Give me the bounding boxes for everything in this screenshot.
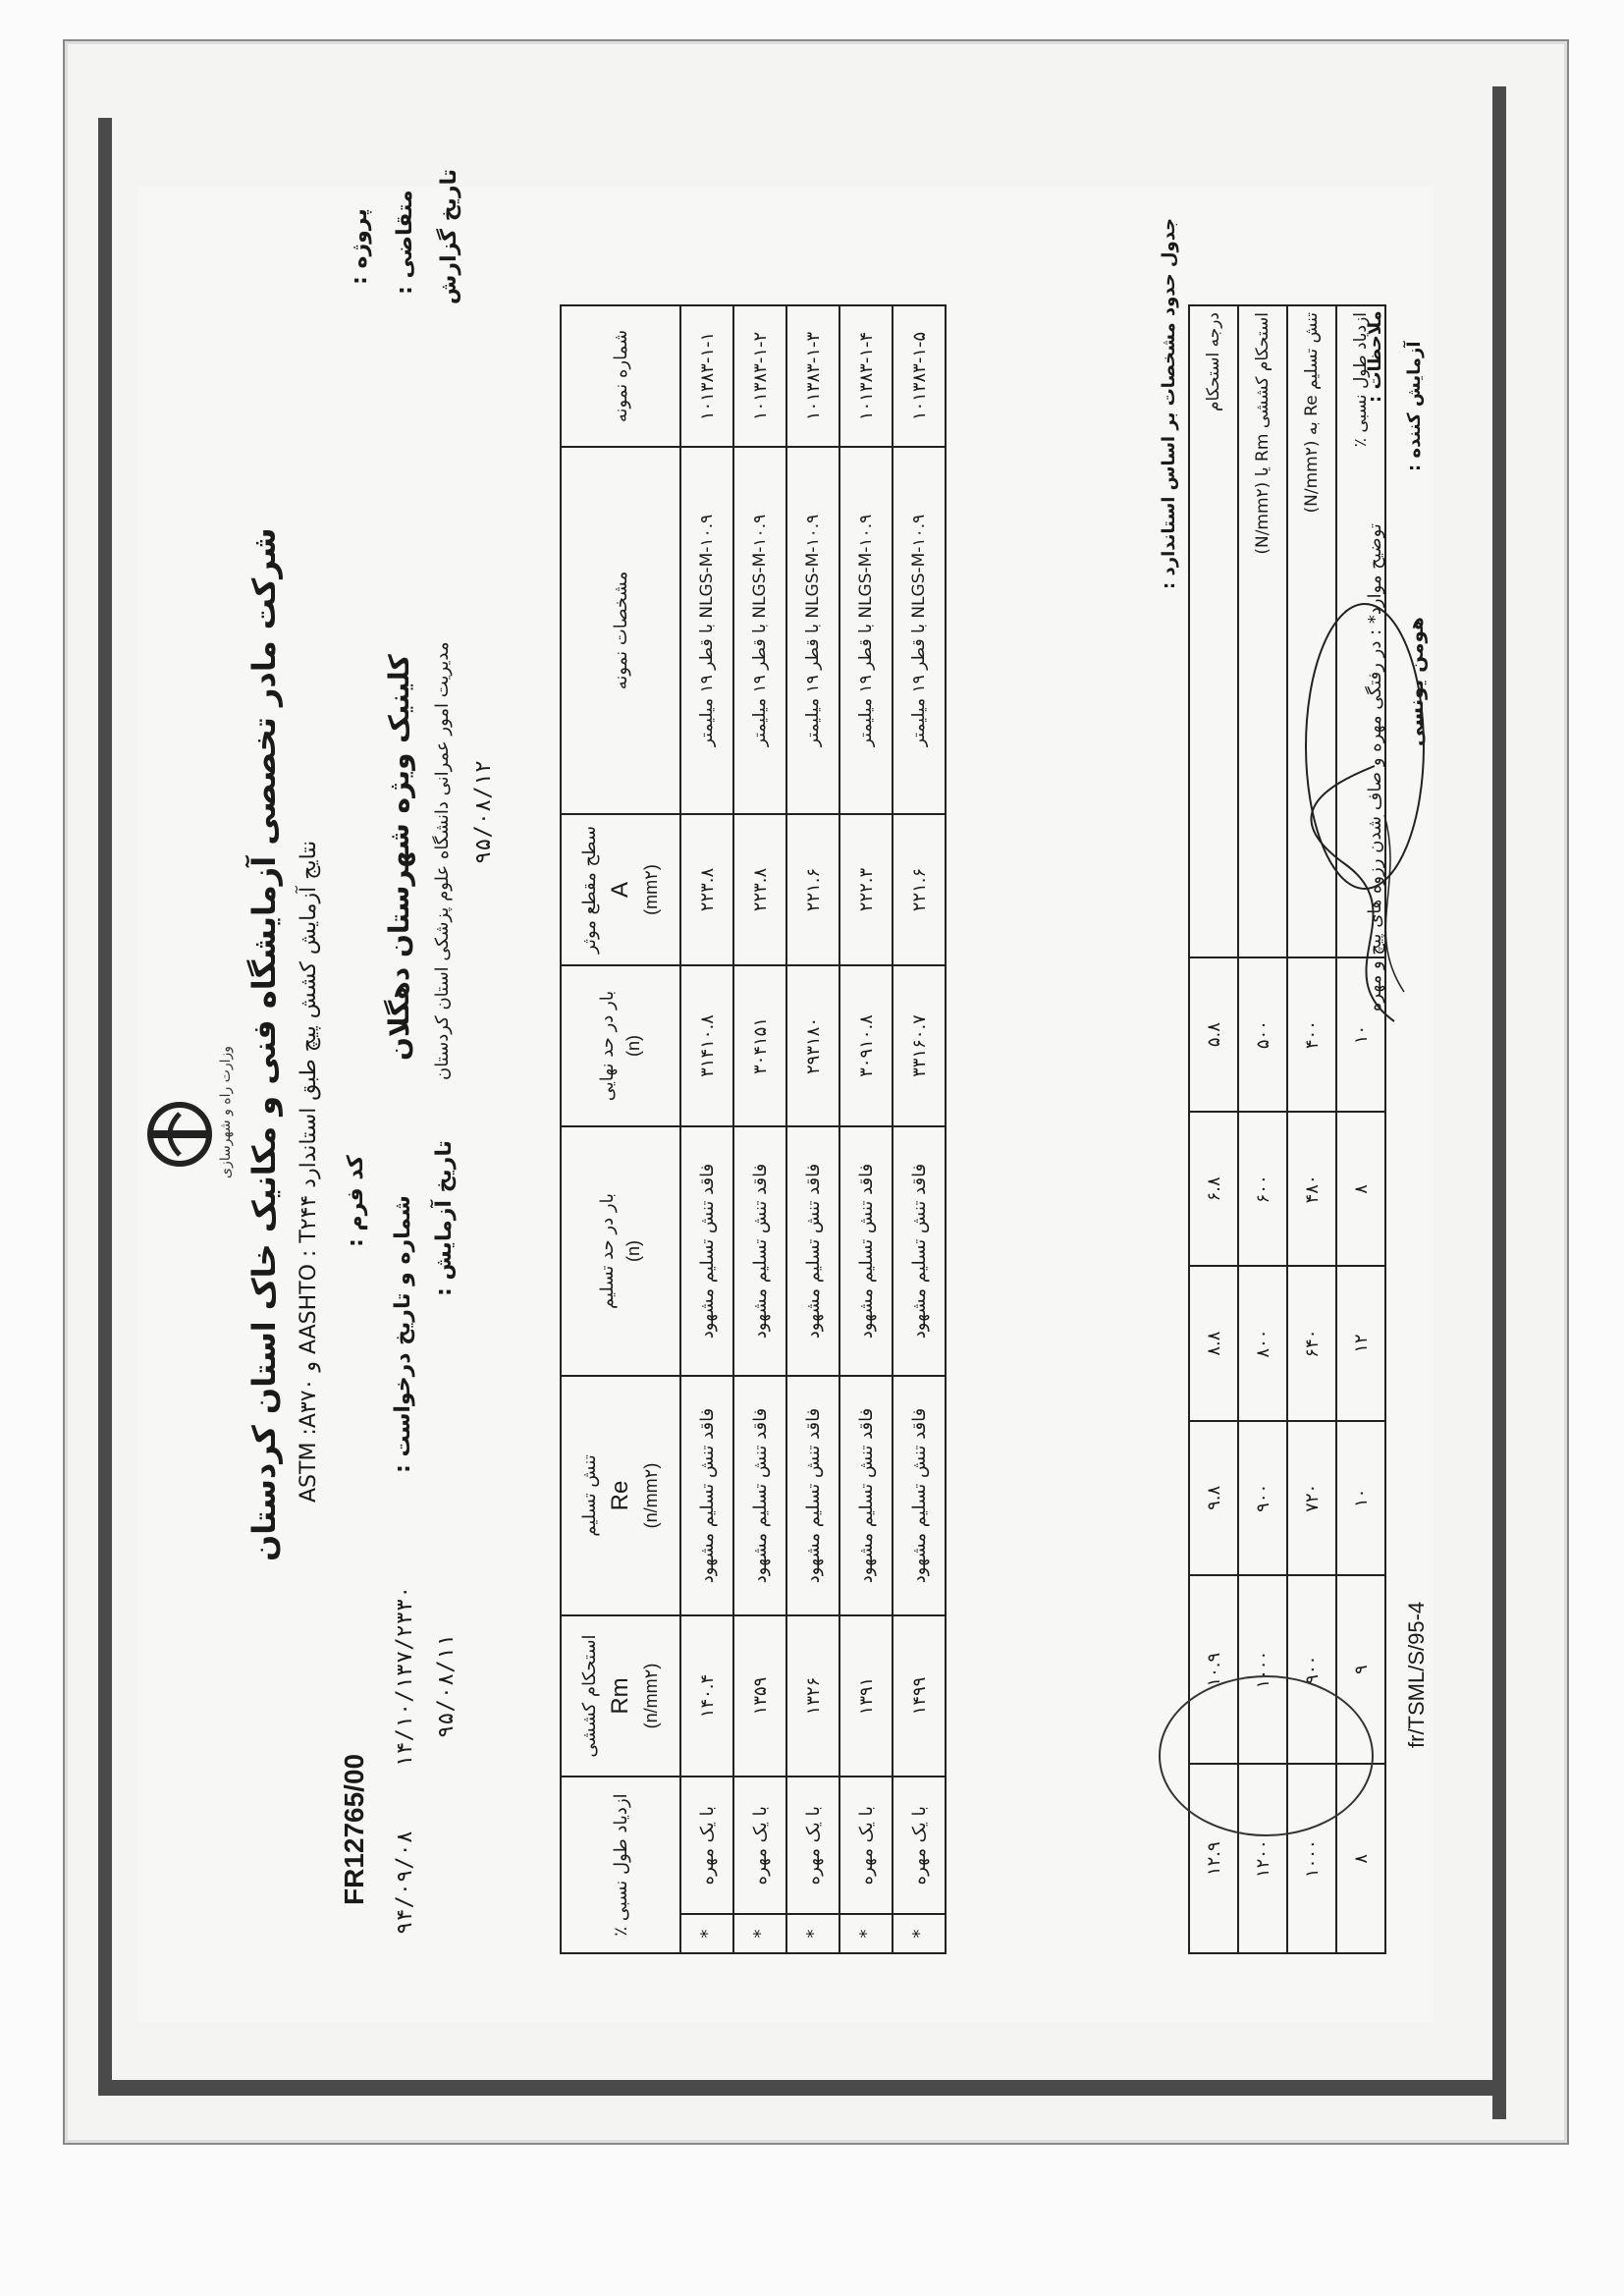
notes-text: توضیح موارد* : در رفتگی مهره و صاف شدن رزوه های پیچ و مهره: [1365, 523, 1385, 1011]
cell-re: فاقد تنش تسلیم مشهود: [680, 1376, 733, 1615]
report-date-label: تاریخ گزارش: [437, 168, 461, 304]
project-label: پروژه :: [348, 208, 372, 285]
table-row: [839, 305, 893, 1953]
table-row: [680, 305, 733, 1953]
limits-value: ۹.۸: [1189, 1421, 1238, 1575]
ministry-name: وزارت راه و شهرسازی: [218, 1045, 234, 1178]
test-date: ۹۵/۰۸/۱۱: [434, 1634, 459, 1738]
table-row: [786, 305, 839, 1953]
limits-value: ۱۰۰۰: [1238, 1575, 1287, 1765]
col-tensile: استحکام کششی Rm (n/mm۲): [561, 1615, 680, 1777]
limits-value: ۱۰: [1336, 957, 1385, 1112]
cell-area: ۲۲۱.۶: [786, 814, 839, 965]
cell-nut: با یک مهره: [733, 1777, 786, 1914]
cell-nut: با یک مهره: [786, 1777, 839, 1914]
table-row: [733, 305, 786, 1953]
table-header-row: [561, 305, 680, 1953]
ministry-logo-icon: [145, 1100, 214, 1169]
scan-edge-shadow: [98, 2080, 1506, 2096]
cell-no: ۱۰۱۳۸۳-۱-۴: [839, 305, 893, 447]
cell-yield: فاقد تنش تسلیم مشهود: [680, 1126, 733, 1376]
col-yield-load: بار در حد تسلیم (n): [561, 1126, 680, 1376]
limits-value: ۸: [1336, 1112, 1385, 1266]
tester-label: آزمایش کننده :: [1404, 341, 1425, 471]
results-table: [560, 304, 947, 1954]
cell-el: *: [733, 1914, 786, 1953]
cell-el: *: [786, 1914, 839, 1953]
col-elongation: ازدیاد طول نسبی ٪: [561, 1777, 680, 1953]
col-ult-load: بار در حد نهایی (n): [561, 965, 680, 1126]
limits-value: ۹: [1336, 1575, 1385, 1765]
limits-value: ۱۲۰۰: [1238, 1764, 1287, 1953]
cell-re: فاقد تنش تسلیم مشهود: [893, 1376, 946, 1615]
cell-nut: با یک مهره: [839, 1777, 893, 1914]
limits-value: ۴۰۰: [1287, 957, 1336, 1112]
limits-value: ۹۰۰: [1287, 1575, 1336, 1765]
cell-yield: فاقد تنش تسلیم مشهود: [839, 1126, 893, 1376]
cell-nut: با یک مهره: [893, 1777, 946, 1914]
form-code-label: کد فرم :: [344, 1155, 368, 1247]
rotated-document: [137, 168, 1434, 2023]
cell-ult: ۳۰۹۱۰.۸: [839, 965, 893, 1126]
col-sample-spec: مشخصات نمونه: [561, 447, 680, 814]
cell-no: ۱۰۱۳۸۳-۱-۵: [893, 305, 946, 447]
request-number: ۱۴/۱۰/۱۳۷/۲۳۳۰: [393, 1585, 417, 1768]
cell-ult: ۳۱۴۱۰.۸: [680, 965, 733, 1126]
cell-no: ۱۰۱۳۸۳-۱-۳: [786, 305, 839, 447]
scan-edge-shadow: [98, 118, 112, 2092]
limits-value: ۸.۸: [1189, 1266, 1238, 1420]
applicant-name: مدیریت امور عمرانی دانشگاه علوم پزشکی استان کردستان: [432, 641, 453, 1080]
cell-re: فاقد تنش تسلیم مشهود: [839, 1376, 893, 1615]
limits-value: ۸: [1336, 1764, 1385, 1953]
cell-area: ۲۲۱.۶: [893, 814, 946, 965]
col-area: سطح مقطع موثر A (mm۲): [561, 814, 680, 965]
cell-no: ۱۰۱۳۸۳-۱-۱: [680, 305, 733, 447]
signature-loop: [1301, 599, 1429, 894]
report-subtitle: نتایج آزمایش کشش پیچ طبق استاندارد AASHTO : T۲۴۴ و ASTM :A۳۷۰: [297, 840, 321, 1503]
cell-yield: فاقد تنش تسلیم مشهود: [733, 1126, 786, 1376]
cell-rm: ۱۳۹۱: [839, 1615, 893, 1777]
cell-spec: NLGS-M-۱۰.۹ با قطر ۱۹ میلیمتر: [893, 447, 946, 814]
limits-label: تنش تسلیم Re به (N/mm۲): [1287, 305, 1336, 957]
cell-re: فاقد تنش تسلیم مشهود: [786, 1376, 839, 1615]
col-sample-no: شماره نمونه: [561, 305, 680, 447]
hand-drawn-circle: [1159, 1675, 1374, 1836]
cell-area: ۲۲۲.۳: [839, 814, 893, 965]
limits-label: ازدیاد طول نسبی ٪: [1336, 305, 1385, 957]
cell-rm: ۱۴۹۹: [893, 1615, 946, 1777]
limits-label: استحکام کششی Rm یا (N/mm۲): [1238, 305, 1287, 957]
limits-value: ۱۰: [1336, 1421, 1385, 1575]
limits-value: ۹۰۰: [1238, 1421, 1287, 1575]
cell-ult: ۲۹۳۱۸۰: [786, 965, 839, 1126]
limits-value: ۱۲: [1336, 1266, 1385, 1420]
limits-value: ۸۰۰: [1238, 1266, 1287, 1420]
limits-value: ۶.۸: [1189, 1112, 1238, 1266]
form-code: FR12765/00: [339, 1753, 369, 1905]
cell-no: ۱۰۱۳۸۳-۱-۲: [733, 305, 786, 447]
cell-spec: NLGS-M-۱۰.۹ با قطر ۱۹ میلیمتر: [733, 447, 786, 814]
cell-area: ۲۲۳.۸: [680, 814, 733, 965]
test-date-label: تاریخ آزمایش :: [432, 1140, 457, 1296]
limits-value: ۱۲.۹: [1189, 1764, 1238, 1953]
cell-spec: NLGS-M-۱۰.۹ با قطر ۱۹ میلیمتر: [839, 447, 893, 814]
cell-el: *: [839, 1914, 893, 1953]
cell-re: فاقد تنش تسلیم مشهود: [733, 1376, 786, 1615]
cell-yield: فاقد تنش تسلیم مشهود: [893, 1126, 946, 1376]
table-row: [893, 305, 946, 1953]
cell-ult: ۳۰۴۱۵۱: [733, 965, 786, 1126]
limits-value: ۱۰.۹: [1189, 1575, 1238, 1765]
cell-area: ۲۲۳.۸: [733, 814, 786, 965]
company-name: شرکت مادر تخصصی آزمایشگاه فنی و مکانیک خاک استان کردستان: [245, 527, 283, 1561]
limits-value: ۴۸۰: [1287, 1112, 1336, 1266]
cell-spec: NLGS-M-۱۰.۹ با قطر ۱۹ میلیمتر: [680, 447, 733, 814]
document-code: fr/TSML/S/95-4: [1404, 1601, 1429, 1748]
limits-value: ۷۲۰: [1287, 1421, 1336, 1575]
cell-spec: NLGS-M-۱۰.۹ با قطر ۱۹ میلیمتر: [786, 447, 839, 814]
limits-value: ۱۰۰۰: [1287, 1764, 1336, 1953]
tester-name: هومن یونسی: [1404, 617, 1428, 746]
cell-rm: ۱۳۲۶: [786, 1615, 839, 1777]
cell-rm: ۱۳۵۹: [733, 1615, 786, 1777]
limits-title: جدول حدود مشخصات بر اساس استاندارد :: [1159, 217, 1179, 589]
request-label: شماره و تاریخ درخواست :: [391, 1195, 415, 1473]
cell-ult: ۳۳۱۶۰.۷: [893, 965, 946, 1126]
notes-label: ملاحظات :: [1365, 310, 1385, 403]
cell-el: *: [893, 1914, 946, 1953]
applicant-label: متقاضی :: [393, 190, 417, 295]
limits-value: ۵۰۰: [1238, 957, 1287, 1112]
cell-rm: ۱۴۰.۴: [680, 1615, 733, 1777]
col-yield-stress: تنش تسلیم Re (n/mm۲): [561, 1376, 680, 1615]
scan-edge-shadow: [1492, 86, 1506, 2119]
limits-value: ۶۴۰: [1287, 1266, 1336, 1420]
cell-el: *: [680, 1914, 733, 1953]
project-name: کلینیک ویژه شهرستان دهگلان: [383, 654, 415, 1061]
cell-yield: فاقد تنش تسلیم مشهود: [786, 1126, 839, 1376]
limits-value: ۵.۸: [1189, 957, 1238, 1112]
limits-label: درجه استحکام: [1189, 305, 1238, 957]
cell-nut: با یک مهره: [680, 1777, 733, 1914]
report-date: ۹۵/۰۸/۱۲: [471, 760, 496, 864]
limits-value: ۶۰۰: [1238, 1112, 1287, 1266]
request-date: ۹۴/۰۹/۰۸: [393, 1831, 417, 1935]
